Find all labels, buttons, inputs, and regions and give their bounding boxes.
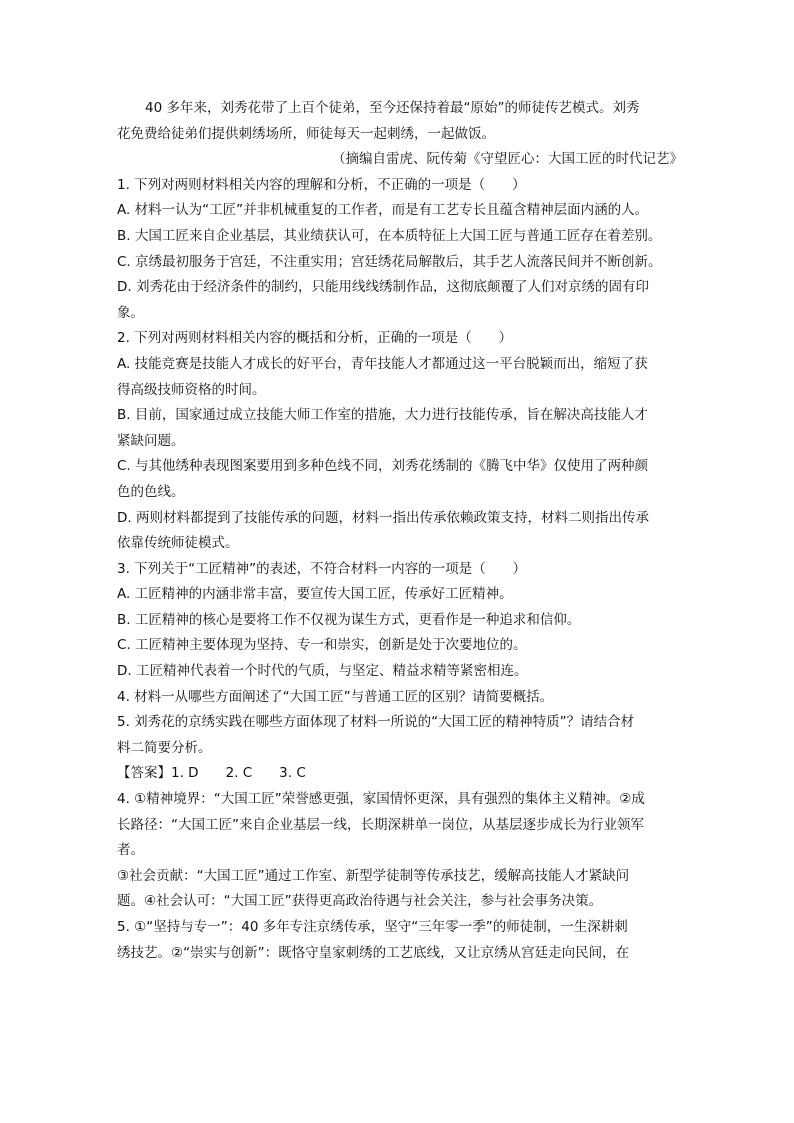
document-body bbox=[117, 96, 683, 966]
q3-option-a: A. 工匠精神的内涵非常丰富，要宣传大国工匠，传承好工匠精神。 bbox=[117, 586, 513, 603]
paragraph-line: 40 多年来，刘秀花带了上百个徒弟，至今还保持着最“原始”的师徒传艺模式。刘秀 bbox=[145, 100, 640, 116]
source-citation: （摘编自雷虎、阮传菊《守望匠心：大国工匠的时代记艺》 bbox=[332, 151, 683, 168]
answer-4-line: ③社会贡献：“大国工匠”通过工作室、新型学徒制等传承技艺，缓解高技能人才紧缺问 bbox=[117, 867, 630, 884]
question-2: 2. 下列对两则材料相关内容的概括和分析，正确的一项是（ ） bbox=[117, 330, 513, 347]
answer-5-line: 5. ①“坚持与专一”：40 多年专注京绣传承，坚守“三年零一季”的师徒制，一生深耕刺 bbox=[117, 919, 628, 935]
q1-option-d: D. 刘秀花由于经济条件的制约，只能用线线绣制作品，这彻底颠覆了人们对京绣的固有印 bbox=[117, 279, 649, 296]
q2-option-d: D. 两则材料都提到了技能传承的问题，材料一指出传承依赖政策支持，材料二则指出传承 bbox=[117, 509, 649, 526]
question-5: 5. 刘秀花的京绣实践在哪些方面体现了材料一所说的“大国工匠的精神特质”？请结合材 bbox=[117, 714, 635, 731]
answer-key: 【答案】1. D 2. C 3. C bbox=[117, 765, 306, 782]
question-4: 4. 材料一从哪些方面阐述了“大国工匠”与普通工匠的区别？请简要概括。 bbox=[117, 688, 554, 705]
q2-option-c-cont: 色的色线。 bbox=[117, 483, 185, 500]
q1-option-d-cont: 象。 bbox=[117, 304, 144, 321]
q1-option-b: B. 大国工匠来自企业基层，其业绩获认可，在本质特征上大国工匠与普通工匠存在着差别。 bbox=[117, 227, 662, 244]
question-1: 1. 下列对两则材料相关内容的理解和分析，不正确的一项是（ ） bbox=[117, 176, 526, 193]
question-5-cont: 料二简要分析。 bbox=[117, 739, 212, 756]
q2-option-b-cont: 紧缺问题。 bbox=[117, 432, 185, 449]
question-3: 3. 下列关于“工匠精神”的表述，不符合材料一内容的一项是（ ） bbox=[117, 560, 527, 577]
answer-4-line: 题。④社会认可：“大国工匠”获得更高政治待遇与社会关注，参与社会事务决策。 bbox=[117, 893, 603, 910]
q2-option-c: C. 与其他绣种表现图案要用到多种色线不同，刘秀花绣制的《腾飞中华》仅使用了两种颜 bbox=[117, 458, 649, 475]
paragraph-line: 花免费给徒弟们提供刺绣场所，师徒每天一起刺绣，一起做饭。 bbox=[117, 125, 495, 142]
q2-option-a-cont: 得高级技师资格的时间。 bbox=[117, 381, 266, 398]
answer-4-line: 者。 bbox=[117, 842, 144, 859]
answer-4-line: 4. ①精神境界：“大国工匠”荣誉感更强，家国情怀更深，具有强烈的集体主义精神。②成 bbox=[117, 791, 645, 808]
q1-option-a: A. 材料一认为“工匠”并非机械重复的工作者，而是有工艺专长且蕴含精神层面内涵的人。 bbox=[117, 202, 649, 219]
q3-option-b: B. 工匠精神的核心是要将工作不仅视为谋生方式，更看作是一种追求和信仰。 bbox=[117, 611, 581, 628]
answer-5-line: 绣技艺。②“崇实与创新”：既恪守皇家刺绣的工艺底线，又让京绣从宫廷走向民间，在 bbox=[117, 944, 630, 961]
q2-option-a: A. 技能竞赛是技能人才成长的好平台，青年技能人才都通过这一平台脱颖而出，缩短了获 bbox=[117, 355, 648, 372]
q3-option-c: C. 工匠精神主要体现为坚持、专一和崇实，创新是处于次要地位的。 bbox=[117, 637, 527, 654]
answer-4-line: 长路径：“大国工匠”来自企业基层一线，长期深耕单一岗位，从基层逐步成长为行业领军 bbox=[117, 816, 644, 833]
q2-option-d-cont: 依靠传统师徒模式。 bbox=[117, 535, 239, 552]
q2-option-b: B. 目前，国家通过成立技能大师工作室的措施，大力进行技能传承，旨在解决高技能人才 bbox=[117, 407, 648, 424]
q1-option-c: C. 京绣最初服务于宫廷，不注重实用；宫廷绣花局解散后，其手艺人流落民间并不断创新。 bbox=[117, 253, 662, 270]
q3-option-d: D. 工匠精神代表着一个时代的气质，与坚定、精益求精等紧密相连。 bbox=[117, 663, 528, 680]
